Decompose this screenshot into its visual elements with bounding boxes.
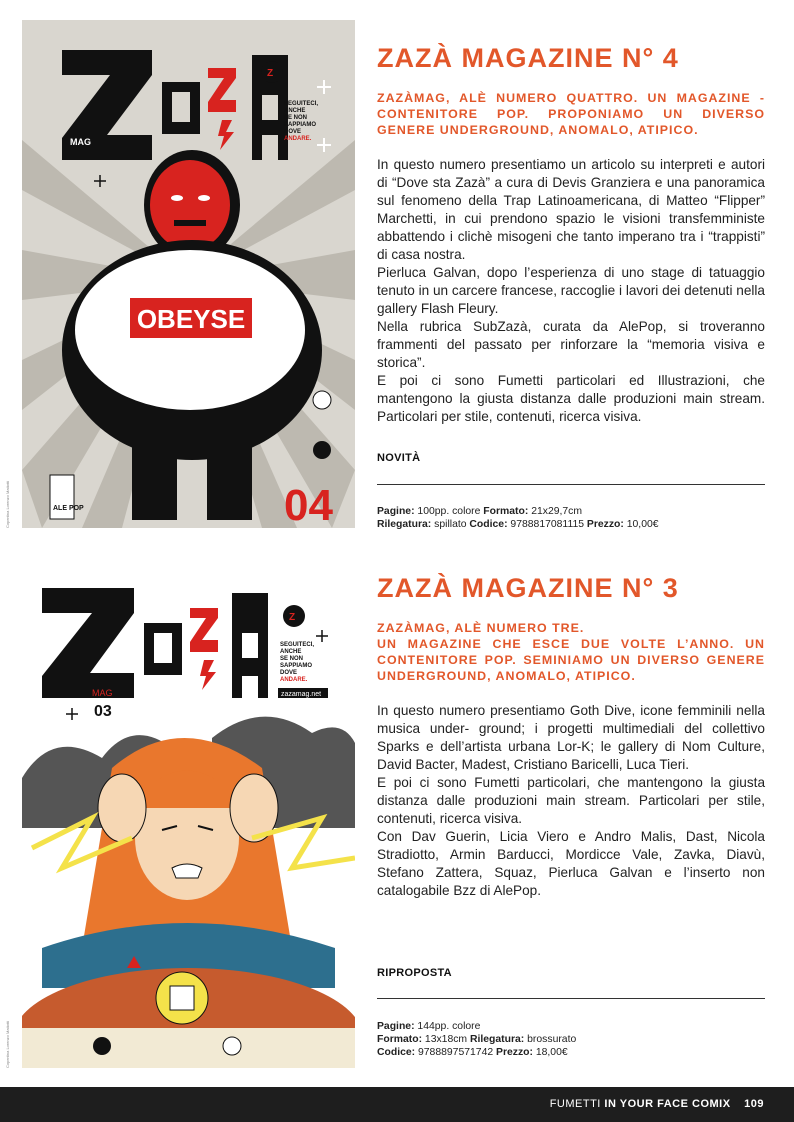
svg-text:MAG: MAG — [92, 688, 113, 698]
footer-section: FUMETTI — [549, 1098, 601, 1110]
product-subtitle — [377, 620, 765, 684]
svg-text:SEGUITECI,: SEGUITECI, — [280, 642, 315, 648]
svg-text:04: 04 — [284, 481, 333, 528]
page-footer — [0, 1087, 794, 1122]
spec-code: 9788817081115 — [510, 519, 585, 530]
svg-text:OBEYSE: OBEYSE — [136, 304, 246, 334]
divider — [377, 998, 765, 999]
svg-text:Z: Z — [267, 68, 274, 79]
svg-text:DOVE: DOVE — [280, 670, 298, 676]
product-subtitle: ZAZÀMAG, ALÈ NUMERO QUATTRO. UN MAGAZINE - CONTENITORE POP. PROPONIAMO UN DIVERSO GENERE UNDERGROUND, ANOMALO, ATIPICO. — [377, 91, 765, 137]
divider — [377, 484, 765, 485]
description-paragraph: In questo numero presentiamo un articolo su interpreti e autori di “Dove sta Zazà” a cura di Devis Granziera e una panoramica sul fenomeno della Trap Latinoamericana, di Matteo “Flipper” Marchetti, in cui prendono spazio le visioni transfemministe abbattendo i clichè misogeni che tanto imperano tra i “trappisti” di casa nostra. — [377, 157, 765, 262]
svg-text:SAPPIAMO: SAPPIAMO — [280, 663, 313, 669]
svg-text:ANCHE: ANCHE — [284, 108, 306, 114]
svg-text:03: 03 — [94, 703, 112, 720]
svg-text:Z: Z — [289, 612, 296, 623]
svg-text:SE NON: SE NON — [284, 115, 308, 121]
spec-binding: brossurato — [527, 1034, 577, 1045]
svg-text:MAG: MAG — [70, 137, 91, 147]
svg-text:SAPPIAMO: SAPPIAMO — [284, 122, 317, 128]
page-number: 109 — [744, 1098, 764, 1110]
description-paragraph: Nella rubrica SubZazà, curata da AlePop, si troveranno frammenti del passato per rinforzare la “memoria visiva e storica”. — [377, 319, 765, 370]
svg-text:SEGUITECI,: SEGUITECI, — [284, 101, 319, 107]
description-paragraph: Con Dav Guerin, Licia Viero e Andro Malis, Dast, Nicola Stradiotto, Armin Barducci, Mordicce Vale, Zavka, Diavù, Stefano Zattera, Squaz, Pierluca Galvan e l’inserto non catalogabile Bzz di AlePop. — [377, 829, 765, 898]
cover-credit: Copertina Lorenzo Mattotti — [5, 480, 10, 528]
svg-text:ANDARE.: ANDARE. — [280, 677, 308, 683]
svg-text:SE NON: SE NON — [280, 656, 304, 662]
svg-text:ANCHE: ANCHE — [280, 649, 302, 655]
spec-price: 10,00€ — [626, 519, 659, 530]
product-description — [377, 702, 765, 900]
spec-price: 18,00€ — [535, 1047, 568, 1058]
spec-code: 9788897571742 — [418, 1047, 494, 1058]
product-specs: Pagine: 100pp. colore Formato: 21x29,7cm Rilegatura: spillato Codice: 9788817081115 Prezzo: 10,00€ — [377, 506, 659, 530]
spec-format: 13x18cm — [424, 1034, 468, 1045]
status-tag: RIPROPOSTA — [377, 967, 452, 979]
product-entry-4 — [377, 40, 765, 426]
svg-text:ANDARE.: ANDARE. — [284, 136, 312, 142]
spec-binding: spillato — [434, 519, 467, 530]
subtitle-line: UN MAGAZINE CHE ESCE DUE VOLTE L’ANNO. UN CONTENITORE POP. SEMINIAMO UN DIVERSO GENERE UNDERGROUND, ANOMALO, ATIPICO. — [377, 637, 765, 683]
description-paragraph: E poi ci sono Fumetti particolari, che mantengono la giusta distanza dalle produzioni main stream. Particolari per stile, contenuti, ricerca visiva. — [377, 775, 765, 826]
product-description — [377, 156, 765, 426]
cover-zaza-4 — [22, 20, 355, 528]
svg-text:ALE POP: ALE POP — [53, 505, 84, 512]
svg-text:zazamag.net: zazamag.net — [281, 691, 322, 698]
description-paragraph: In questo numero presentiamo Goth Dive, icone femminili nella musica under- ground; i progetti multimediali del collettivo Sparks e dell’artista urbana Lor-K; le gallery di Nom Culture, David Bacter, Madest, Cristiano Baricelli, Luca Tieri. — [377, 703, 765, 772]
subtitle-line: ZAZÀMAG, ALÈ NUMERO TRE. — [377, 621, 585, 635]
cover-credit: Copertina Lorenzo Mattotti — [5, 1020, 10, 1068]
product-entry-3 — [377, 570, 765, 900]
spec-format: 21x29,7cm — [531, 506, 583, 517]
product-title: ZAZÀ MAGAZINE N° 3 — [377, 573, 679, 603]
spec-pages: 100pp. colore — [417, 506, 481, 517]
product-title: ZAZÀ MAGAZINE N° 4 — [377, 43, 679, 73]
cover-zaza-3 — [22, 568, 355, 1068]
footer-series: IN YOUR FACE COMIX — [604, 1098, 731, 1110]
svg-text:DOVE: DOVE — [284, 129, 302, 135]
description-paragraph: Pierluca Galvan, dopo l’esperienza di uno stage di tatuaggio tenuto in un carcere francese, raccoglie i lavori dei detenuti nella gallery Flash Fleury. — [377, 265, 765, 316]
spec-pages: 144pp. colore — [417, 1021, 481, 1032]
product-specs: Pagine: 144pp. colore Formato: 13x18cm Rilegatura: brossurato Codice: 9788897571742 Prezzo: 18,00€ — [377, 1021, 577, 1058]
description-paragraph: E poi ci sono Fumetti particolari ed Illustrazioni, che mantengono la giusta distanza dalle produzioni main stream. Particolari per stile, contenuti, ricerca visiva. — [377, 373, 765, 424]
status-tag: NOVITÀ — [377, 452, 421, 464]
